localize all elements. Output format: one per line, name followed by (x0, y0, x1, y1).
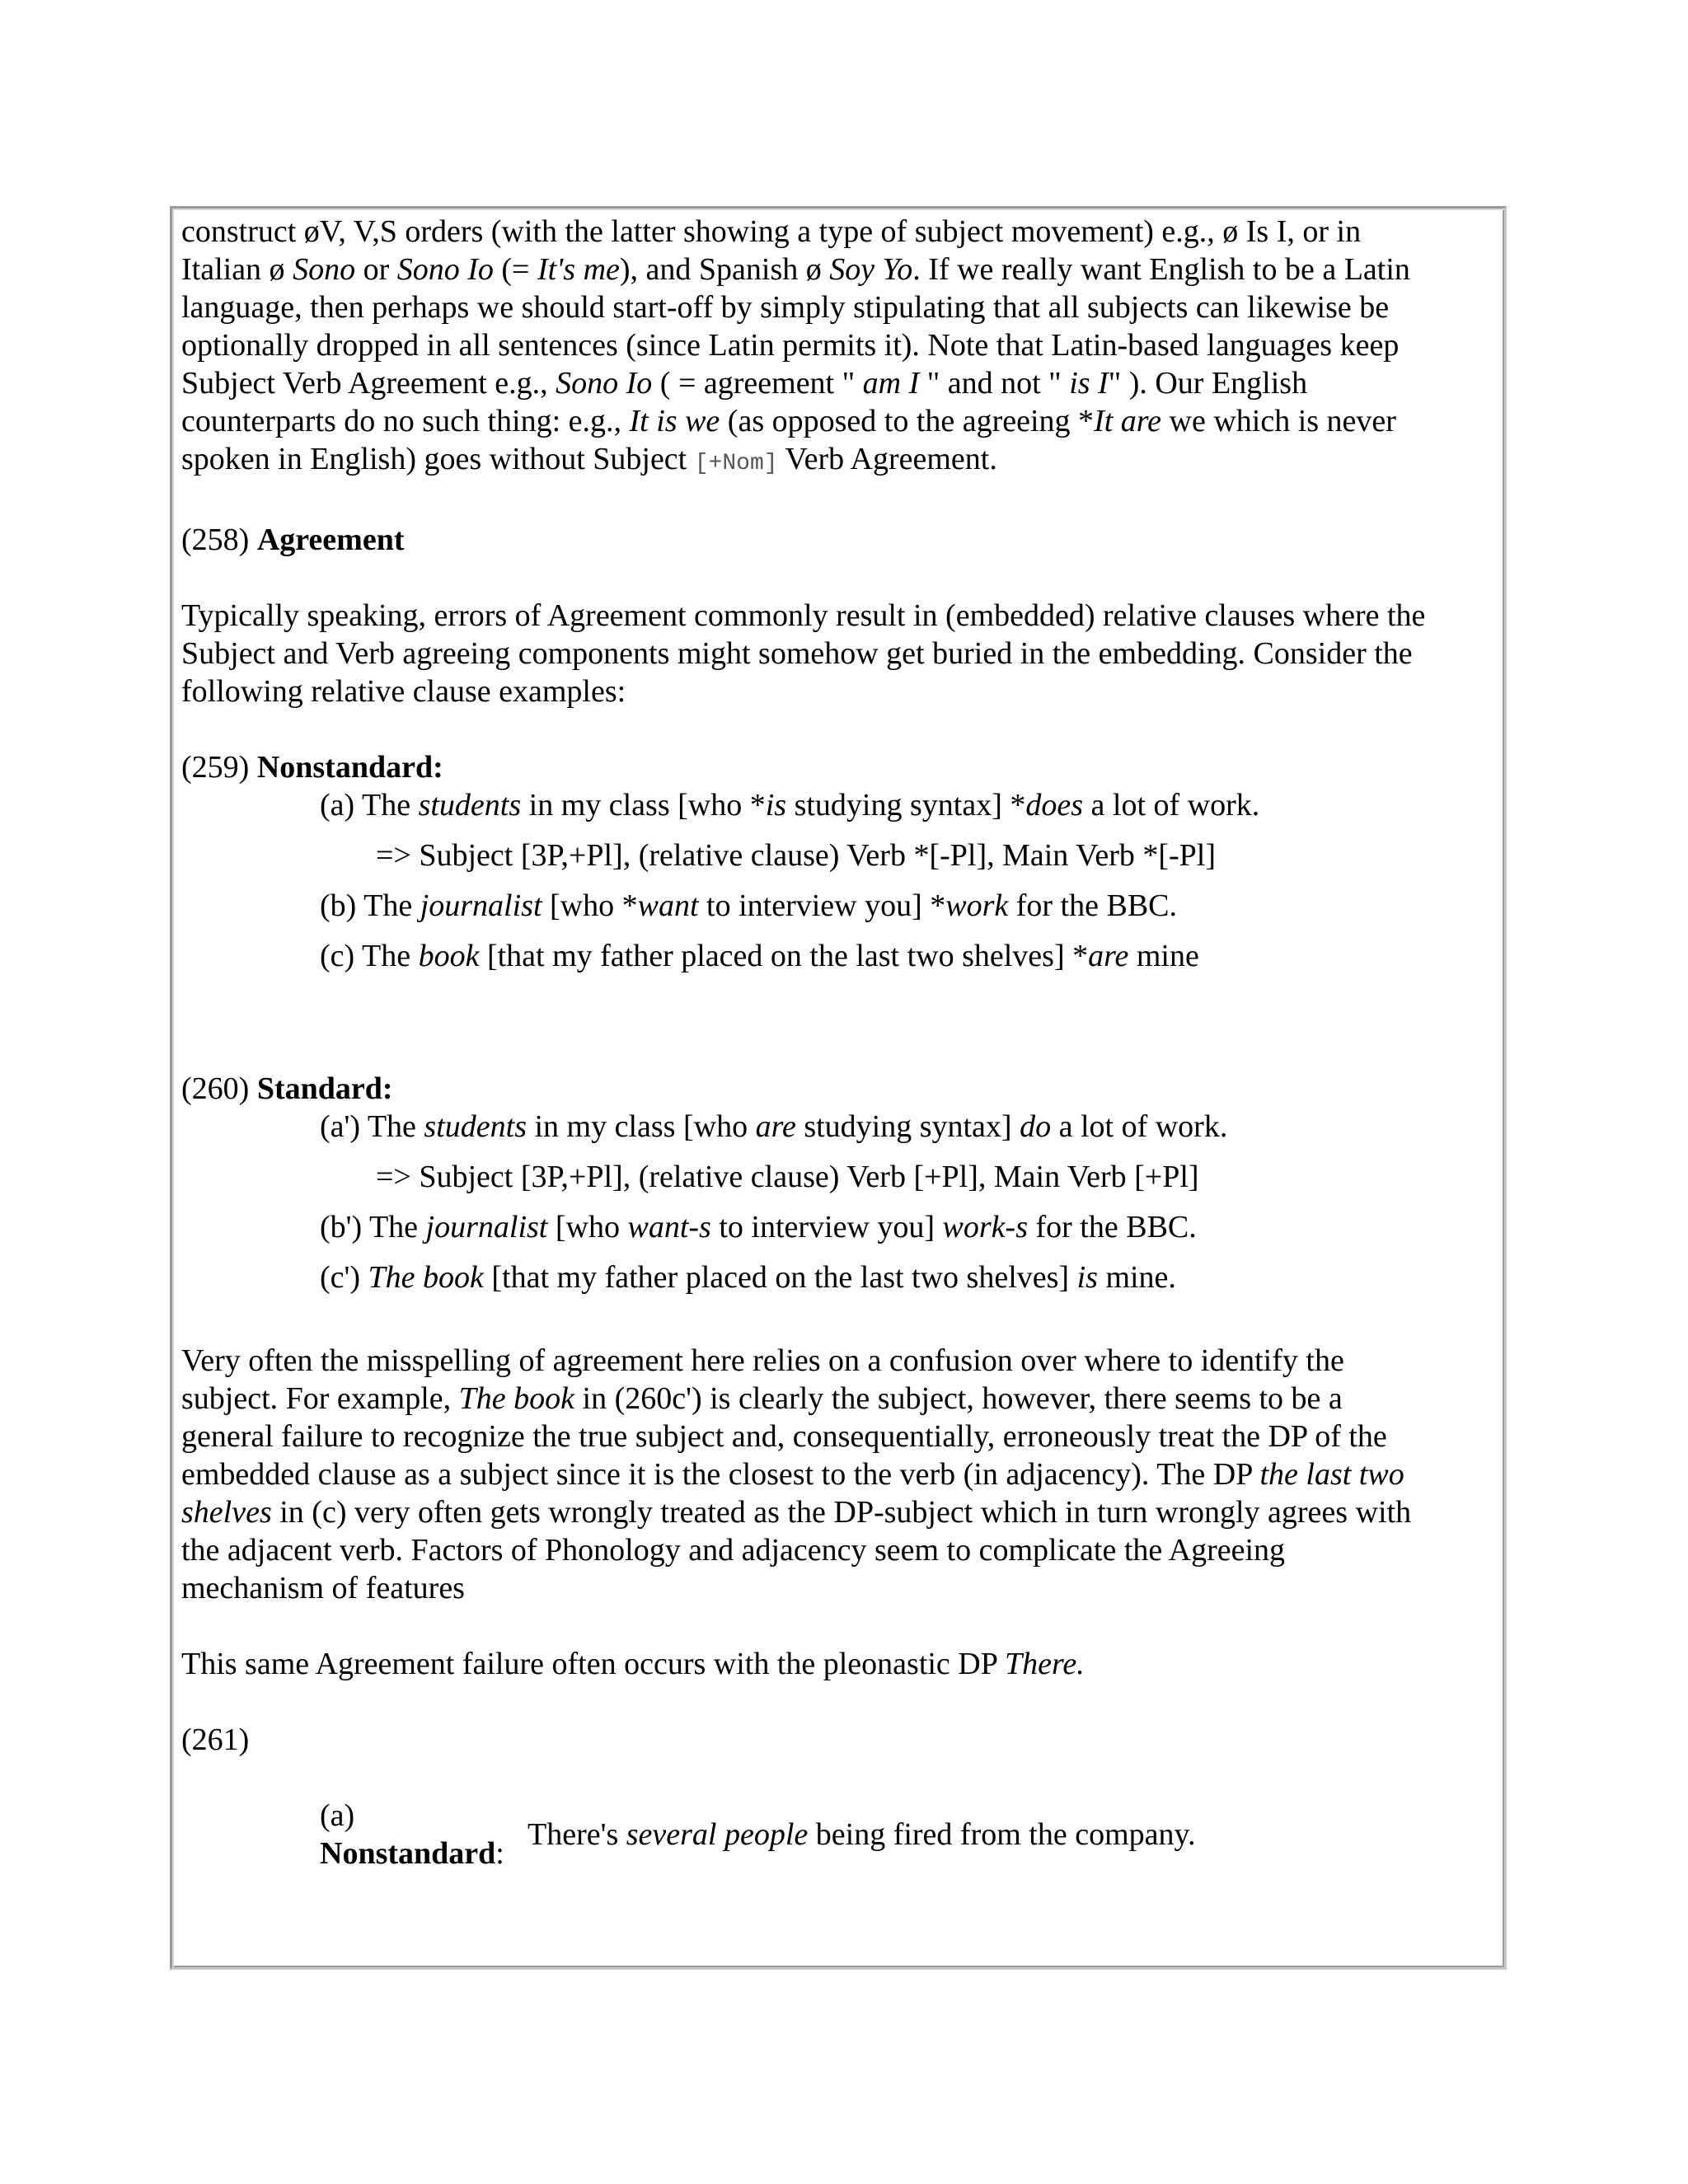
example-259b: (b) The journalist [who *want to interview you] *work for the BBC. (320, 888, 1178, 923)
section-heading-260: (260) Standard: (181, 1071, 393, 1106)
example-261a-table (320, 1797, 1500, 1872)
section-heading-259: (259) Nonstandard: (181, 750, 443, 785)
spacer (181, 1309, 1500, 1342)
example-260a-analysis: => Subject [3P,+Pl], (relative clause) Verb [+Pl], Main Verb [+Pl] (376, 1160, 1199, 1194)
very-often-paragraph: Very often the misspelling of agreement here relies on a confusion over where to identify the subject. For example, The book in (260c') is clearly the subject, however, there seems to be a general failure to recognize the true subject and, consequentially, erroneously treat the DP of the embedded clause as a subject since it is the closest to the verb (in adjacency). The DP the last two shelves in (c) very often gets wrongly treated as the DP-subject which in turn wrongly agrees with the adjacent verb. Factors of Phonology and adjacency seem to complicate the Agreeing mechanism of features (181, 1343, 1412, 1605)
document-content (181, 213, 1500, 1872)
example-260b: (b') The journalist [who want-s to interview you] work-s for the BBC. (320, 1210, 1197, 1244)
intro-paragraph: construct øV, V,S orders (with the latter showing a type of subject movement) e.g., ø Is I, or in Italian ø Sono or Sono Io (= It's me), and Spanish ø Soy Yo. If we really want English to be a Latin language, then perhaps we should start-off by simply stipulating that all subjects can likewise be optionally dropped in all sentences (since Latin permits it). Note that Latin-based languages keep Subject Verb Agreement e.g., Sono Io ( = agreement " am I " and not " is I" ). Our English counterparts do no such thing: e.g., It is we (as opposed to the agreeing *It are we which is never spoken in English) goes without Subject [+Nom] Verb Agreement. (181, 214, 1410, 476)
spacer (181, 987, 1500, 1070)
pleonastic-paragraph: This same Agreement failure often occurs with the pleonastic DP There. (181, 1647, 1085, 1681)
example-259a: (a) The students in my class [who *is studying syntax] *does a lot of work. (320, 788, 1260, 823)
example-260a: (a') The students in my class [who are studying syntax] do a lot of work. (320, 1109, 1228, 1144)
examples-260 (320, 1108, 1500, 1296)
section-heading-258: (258) Agreement (181, 523, 405, 557)
section-heading-261: (261) (181, 1722, 250, 1757)
example-261a-label: (a) Nonstandard: (320, 1798, 504, 1871)
example-259c: (c) The book [that my father placed on the last two shelves] *are mine (320, 939, 1199, 973)
example-259a-analysis: => Subject [3P,+Pl], (relative clause) Verb *[-Pl], Main Verb *[-Pl] (376, 838, 1217, 873)
typically-paragraph: Typically speaking, errors of Agreement commonly result in (embedded) relative clauses where the Subject and Verb agreeing components might somehow get buried in the embedding. Consider the following relative clause examples: (181, 598, 1426, 709)
examples-259 (320, 786, 1500, 975)
example-260c: (c') The book [that my father placed on the last two shelves] is mine. (320, 1260, 1176, 1295)
example-261a-sentence: There's several people being fired from the company. (528, 1817, 1196, 1852)
